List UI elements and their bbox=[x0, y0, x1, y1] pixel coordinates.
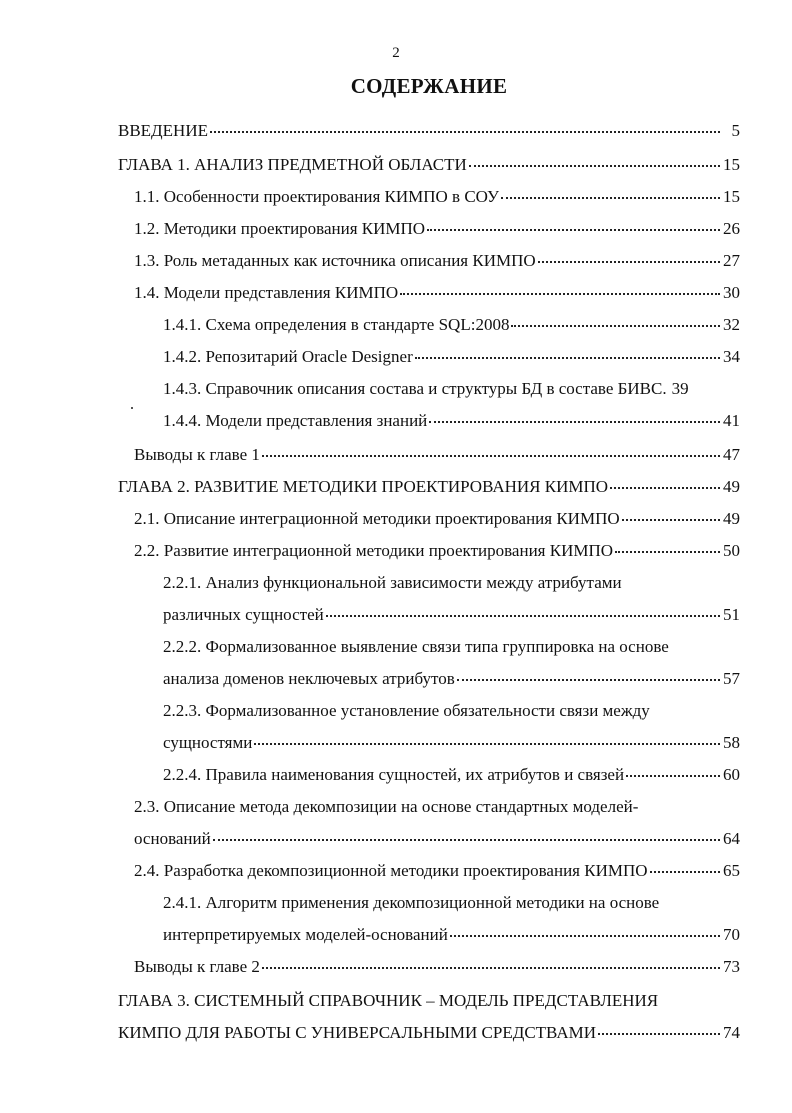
leader-dots bbox=[615, 536, 720, 558]
toc-entry-text: 1.4.3. Справочник описания состава и структуры БД в составе БИВС. bbox=[163, 379, 667, 398]
toc-entry-text: 2.2.3. Формализованное установление обязательности связи между bbox=[163, 701, 650, 720]
leader-dots bbox=[427, 214, 720, 236]
leader-dots bbox=[598, 1018, 720, 1040]
toc-entry-text: Выводы к главе 1 bbox=[134, 445, 260, 464]
leader-dots bbox=[469, 150, 720, 172]
toc-entry-page: 70 bbox=[723, 925, 740, 944]
toc-entry-text: 2.4. Разработка декомпозиционной методики проектирования КИМПО bbox=[134, 861, 648, 880]
leader-dots bbox=[213, 824, 720, 846]
leader-dots bbox=[626, 760, 720, 782]
toc-entry-page: 32 bbox=[723, 315, 740, 334]
leader-dots bbox=[326, 600, 720, 622]
toc-entry-text: различных сущностей bbox=[163, 605, 324, 624]
toc-entry-text: 2.1. Описание интеграционной методики проектирования КИМПО bbox=[134, 509, 620, 528]
toc-entry-2-4-1-cont[interactable] bbox=[163, 916, 740, 946]
toc-entry-2-2-2-cont[interactable] bbox=[163, 660, 740, 690]
toc-entry-1-1[interactable] bbox=[134, 178, 740, 208]
leader-dots bbox=[262, 952, 720, 974]
toc-entry-page: 27 bbox=[723, 251, 740, 270]
toc-title: СОДЕРЖАНИЕ bbox=[350, 74, 508, 98]
toc-entry-page: 41 bbox=[723, 411, 740, 430]
leader-dots bbox=[262, 440, 720, 462]
toc-entry-2-2-3-cont[interactable] bbox=[163, 724, 740, 754]
toc-entry-conclusions-1[interactable] bbox=[134, 436, 740, 466]
toc-entry-2-3[interactable] bbox=[134, 788, 740, 818]
leader-dots bbox=[501, 182, 720, 204]
toc-entry-1-3[interactable] bbox=[134, 242, 740, 272]
toc-entry-1-4-4[interactable] bbox=[163, 402, 740, 432]
toc-entry-2-2-3[interactable] bbox=[163, 692, 740, 722]
toc-entry-text: Выводы к главе 2 bbox=[134, 957, 260, 976]
page-number: 2 bbox=[392, 45, 400, 61]
toc-entry-text: 1.4.1. Схема определения в стандарте SQL:2008 bbox=[163, 315, 510, 334]
leader-dots bbox=[538, 246, 720, 268]
toc-entry-1-2[interactable] bbox=[134, 210, 740, 240]
toc-entry-2-2-1-cont[interactable] bbox=[163, 596, 740, 626]
toc-entry-text: интерпретируемых моделей-оснований bbox=[163, 925, 448, 944]
toc-entry-text: 2.2. Развитие интеграционной методики проектирования КИМПО bbox=[134, 541, 614, 560]
toc-entry-page: 51 bbox=[723, 605, 740, 624]
toc-entry-page: 15 bbox=[723, 155, 740, 174]
toc-entry-page: 26 bbox=[723, 219, 740, 238]
toc-entry-page: 15 bbox=[723, 187, 740, 206]
toc-entry-text: 2.2.2. Формализованное выявление связи типа группировка на основе bbox=[163, 637, 669, 656]
toc-entry-text: КИМПО ДЛЯ РАБОТЫ С УНИВЕРСАЛЬНЫМИ СРЕДСТВАМИ bbox=[118, 1023, 596, 1042]
toc-entry-chapter-2[interactable] bbox=[118, 468, 740, 498]
leader-dots bbox=[457, 664, 720, 686]
toc-entry-text: 2.3. Описание метода декомпозиции на основе стандартных моделей- bbox=[134, 797, 639, 816]
toc-entry-2-4-1[interactable] bbox=[163, 884, 740, 914]
scan-speck bbox=[131, 407, 133, 409]
toc-entry-page: 47 bbox=[723, 445, 740, 464]
toc-entry-page: 64 bbox=[723, 829, 740, 848]
toc-entry-text: 2.4.1. Алгоритм применения декомпозиционной методики на основе bbox=[163, 893, 660, 912]
toc-entry-text: 2.2.1. Анализ функциональной зависимости между атрибутами bbox=[163, 573, 622, 592]
toc-entry-text: 1.2. Методики проектирования КИМПО bbox=[134, 219, 426, 238]
toc-entry-page: 39 bbox=[671, 379, 689, 398]
toc-entry-2-2-1[interactable] bbox=[163, 564, 740, 594]
toc-entry-text: анализа доменов неключевых атрибутов bbox=[163, 669, 455, 688]
leader-dots bbox=[450, 920, 720, 942]
leader-dots bbox=[511, 310, 720, 332]
leader-dots bbox=[622, 504, 720, 526]
toc-entry-chapter-1[interactable] bbox=[118, 146, 740, 176]
toc-entry-page: 30 bbox=[723, 283, 740, 302]
toc-entry-text: 1.4.2. Репозитарий Oracle Designer bbox=[163, 347, 413, 366]
toc-entry-1-4-2[interactable] bbox=[163, 338, 740, 368]
leader-dots bbox=[415, 342, 720, 364]
toc-entry-page: 60 bbox=[723, 765, 740, 784]
toc-entry-page: 65 bbox=[723, 861, 740, 880]
toc-entry-text: ГЛАВА 1. АНАЛИЗ ПРЕДМЕТНОЙ ОБЛАСТИ bbox=[118, 155, 467, 174]
toc-entry-text: 1.1. Особенности проектирования КИМПО в СОУ bbox=[134, 187, 500, 206]
toc-entry-page: 49 bbox=[723, 509, 740, 528]
toc-entry-1-4-1[interactable] bbox=[163, 306, 740, 336]
toc-entry-1-4-3[interactable] bbox=[163, 370, 740, 400]
leader-dots bbox=[400, 278, 720, 300]
toc-entry-text: оснований bbox=[134, 829, 211, 848]
toc-entry-2-4[interactable] bbox=[134, 852, 740, 882]
toc-entry-text: ГЛАВА 2. РАЗВИТИЕ МЕТОДИКИ ПРОЕКТИРОВАНИЯ КИМПО bbox=[118, 477, 609, 496]
toc-entry-text: 1.4. Модели представления КИМПО bbox=[134, 283, 399, 302]
toc-entry-text: ВВЕДЕНИЕ bbox=[118, 121, 208, 140]
toc-entry-page: 73 bbox=[723, 957, 740, 976]
toc-entry-text: 1.3. Роль метаданных как источника описания КИМПО bbox=[134, 251, 536, 270]
toc-entry-text: сущностями bbox=[163, 733, 253, 752]
toc-entry-page: 5 bbox=[731, 121, 740, 140]
leader-dots bbox=[429, 406, 720, 428]
toc-entry-1-4[interactable] bbox=[134, 274, 740, 304]
leader-dots bbox=[254, 728, 720, 750]
toc-entry-page: 74 bbox=[723, 1023, 740, 1042]
toc-entry-page: 58 bbox=[723, 733, 740, 752]
toc-entry-2-2[interactable] bbox=[134, 532, 740, 562]
toc-entry-page: 50 bbox=[723, 541, 740, 560]
toc-entry-page: 49 bbox=[723, 477, 740, 496]
toc-entry-page: 34 bbox=[723, 347, 740, 366]
toc-entry-chapter-3[interactable] bbox=[118, 982, 740, 1012]
toc-entry-2-3-cont[interactable] bbox=[134, 820, 740, 850]
leader-dots bbox=[210, 116, 720, 138]
toc-entry-chapter-3-cont[interactable] bbox=[118, 1014, 740, 1044]
toc-entry-page: 57 bbox=[723, 669, 740, 688]
toc-entry-2-2-2[interactable] bbox=[163, 628, 740, 658]
toc-entry-text: ГЛАВА 3. СИСТЕМНЫЙ СПРАВОЧНИК – МОДЕЛЬ ПРЕДСТАВЛЕНИЯ bbox=[118, 991, 659, 1010]
toc-entry-2-2-4[interactable] bbox=[163, 756, 740, 786]
toc-entry-introduction[interactable] bbox=[118, 112, 740, 142]
leader-dots bbox=[650, 856, 720, 878]
toc-entry-text: 2.2.4. Правила наименования сущностей, их атрибутов и связей bbox=[163, 765, 625, 784]
toc-entry-2-1[interactable] bbox=[134, 500, 740, 530]
toc-entry-conclusions-2[interactable] bbox=[134, 948, 740, 978]
toc-entry-text: 1.4.4. Модели представления знаний bbox=[163, 411, 428, 430]
leader-dots bbox=[610, 472, 720, 494]
